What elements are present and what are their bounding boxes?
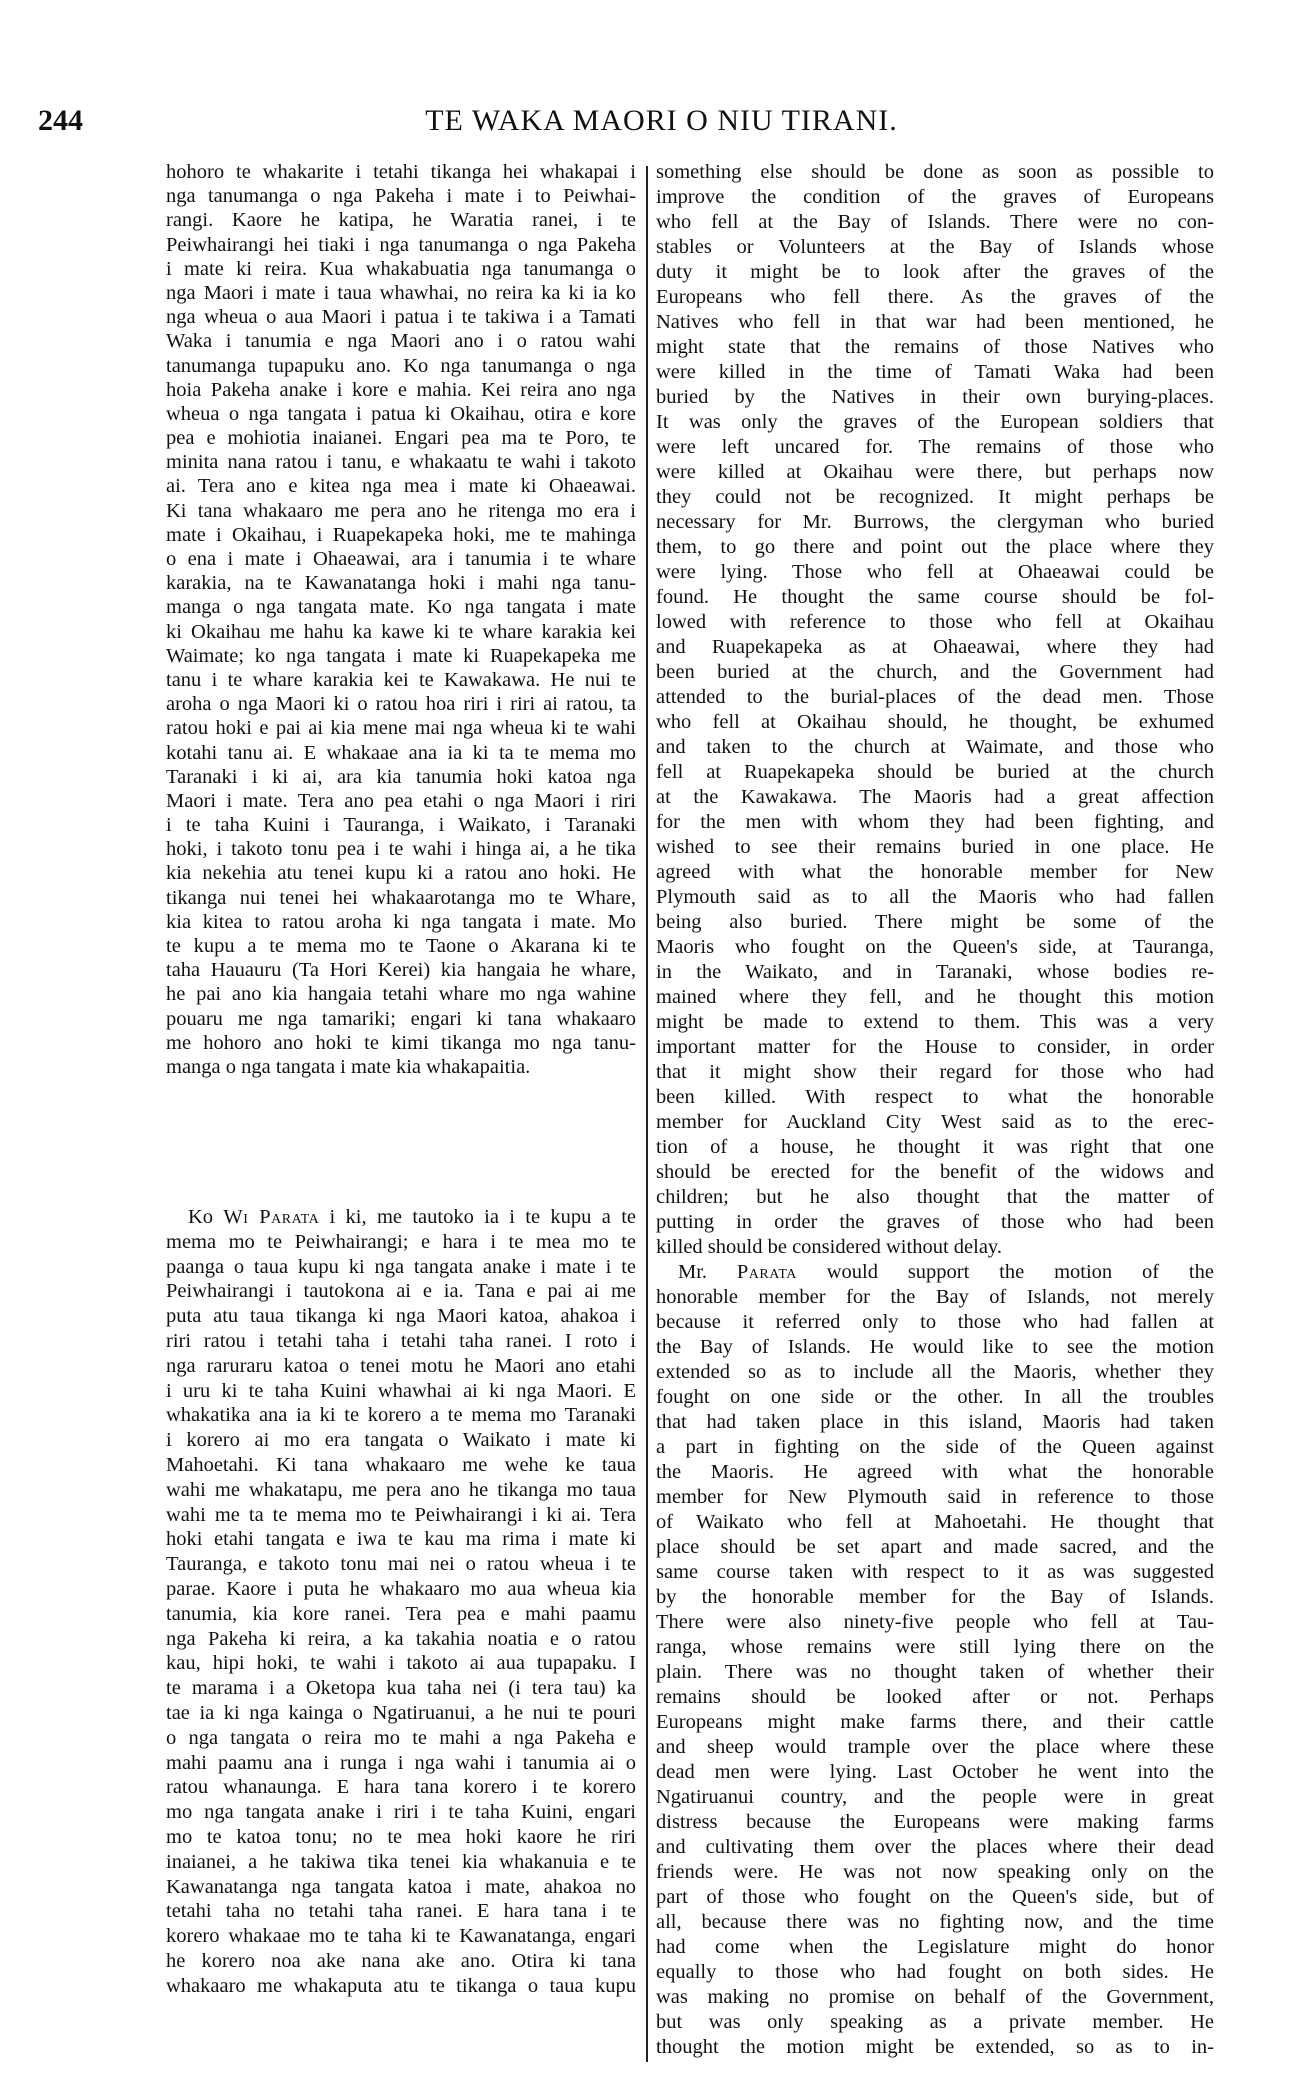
text-line: tanu i te whare karakia kei te Kawakawa. He nui te	[166, 668, 636, 691]
text-line: friends were. He was not now speaking only on the	[656, 1861, 1214, 1883]
text-line: Ki tana whakaaro me pera ano he ritenga mo era i	[166, 499, 636, 522]
text-line: something else should be done as soon as possible to	[656, 161, 1214, 183]
paragraph	[656, 160, 1214, 1260]
text-line: mained where they fell, and he thought this motion	[656, 986, 1214, 1008]
text-line: pouaru me nga tamariki; engari ki tana whakaaro	[166, 1007, 636, 1030]
text-line: putting in order the graves of those who had been	[656, 1211, 1214, 1233]
text-line: that it might show their regard for those who had	[656, 1061, 1214, 1083]
text-line: tanumanga tupapuku ano. Ko nga tanumanga o nga	[166, 354, 636, 377]
text-line: all, because there was no fighting now, and the time	[656, 1911, 1214, 1933]
text-line: Europeans who fell there. As the graves of the	[656, 286, 1214, 308]
text-line: were left uncared for. The remains of those who	[656, 436, 1214, 458]
text-line: by the honorable member for the Bay of Islands.	[656, 1586, 1214, 1608]
paragraph-lead: Mr.	[678, 1261, 737, 1283]
line-text: would support the motion of the	[796, 1261, 1214, 1283]
text-line: wished to see their remains buried in one place. He	[656, 836, 1214, 858]
text-line: nga Maori i mate i taua whawhai, no reira ka ki ia ko	[166, 281, 636, 304]
text-line: Maori i mate. Tera ano pea etahi o nga Maori i riri	[166, 789, 636, 812]
text-line: improve the condition of the graves of Europeans	[656, 186, 1214, 208]
text-line: who fell at the Bay of Islands. There were no con-	[656, 211, 1214, 233]
paragraph	[656, 1260, 1214, 2060]
text-line: Natives who fell in that war had been mentioned, he	[656, 311, 1214, 333]
text-line: for the men with whom they had been fighting, and	[656, 811, 1214, 833]
page-title: TE WAKA MAORI O NIU TIRANI.	[425, 104, 898, 137]
text-line	[656, 1260, 1214, 1285]
text-line: o ena i mate i Ohaeawai, ara i tanumia i te whare	[166, 548, 636, 570]
speaker-name: Wi Parata	[223, 1206, 320, 1228]
text-line: Plymouth said as to all the Maoris who had fallen	[656, 886, 1214, 908]
text-line: and Ruapekapeka as at Ohaeawai, where they had	[656, 636, 1214, 658]
text-line: were lying. Those who fell at Ohaeawai could be	[656, 561, 1214, 583]
text-line: Peiwhairangi hei tiaki i nga tanumanga o nga Pakeha	[166, 233, 636, 256]
text-line: part of those who fought on the Queen's side, but of	[656, 1886, 1214, 1908]
text-line: ki Okaihau me hahu ka kawe ki te whare karakia kei	[166, 620, 636, 643]
text-line: were killed in the time of Tamati Waka had been	[656, 361, 1214, 383]
text-line: been buried at the church, and the Government had	[656, 661, 1214, 683]
text-line: rangi. Kaore he katipa, he Waratia ranei, i te	[166, 209, 636, 232]
text-line: at the Kawakawa. The Maoris had a great affection	[656, 786, 1214, 808]
text-line: lowed with reference to those who fell at Okaihau	[656, 611, 1214, 633]
text-line: kau, hipi hoki, te wahi i takoto ai aua tupapaku. I	[166, 1652, 636, 1675]
text-line: nga tanumanga o nga Pakeha i mate i to Peiwhai-	[166, 185, 636, 208]
left-column-maori-text-part-1	[166, 160, 636, 1079]
text-line: nga wheua o aua Maori i patua i te takiwa i a Tamati	[166, 306, 636, 329]
text-line: manga o nga tangata mate. Ko nga tangata i mate	[166, 596, 636, 619]
text-line: and sheep would trample over the place where these	[656, 1736, 1214, 1758]
text-line: important matter for the House to consider, in order	[656, 1036, 1214, 1058]
line-text: i ki, me tautoko ia i te kupu a te	[319, 1206, 636, 1228]
text-line: ranga, whose remains were still lying there on the	[656, 1636, 1214, 1658]
text-line: buried by the Natives in their own burying-places.	[656, 386, 1214, 408]
text-line: minita nana ratou i tanu, e whakaatu te wahi i takoto	[166, 451, 636, 474]
text-line: whakatika ana ia ki te korero a te mema mo Taranaki	[166, 1404, 636, 1427]
text-line	[166, 1205, 636, 1230]
text-line: tion of a house, he thought it was right that one	[656, 1136, 1214, 1158]
text-line: Kawanatanga nga tangata katoa i mate, ahakoa no	[166, 1875, 636, 1898]
text-line: were killed at Okaihau were there, but perhaps now	[656, 461, 1214, 483]
text-line: in the Waikato, and in Taranaki, whose bodies re-	[656, 961, 1214, 983]
text-line: Ngatiruanui country, and the people were in great	[656, 1786, 1214, 1808]
text-line: tetahi taha no tetahi taha ranei. E hara tana i te	[166, 1900, 636, 1923]
text-line: It was only the graves of the European soldiers that	[656, 411, 1214, 433]
text-line: hohoro te whakarite i tetahi tikanga hei whakapai i	[166, 161, 636, 183]
text-line: the Bay of Islands. He would like to see the motion	[656, 1336, 1214, 1358]
text-line: nga raruraru katoa o tenei motu he Maori ano etahi	[166, 1354, 636, 1377]
text-line: equally to those who had fought on both sides. He	[656, 1961, 1214, 1983]
text-line: Peiwhairangi i tautokona ai e ia. Tana e pai ai me	[166, 1280, 636, 1303]
text-line: a part in fighting on the side of the Queen against	[656, 1436, 1214, 1458]
text-line: i te taha Kuini i Tauranga, i Waikato, i Taranaki	[166, 814, 636, 837]
text-line: mate i Okaihau, i Ruapekapeka hoki, me te mahinga	[166, 523, 636, 546]
text-line: i mate ki reira. Kua whakabuatia nga tanumanga o	[166, 257, 636, 280]
text-line: Mahoetahi. Ki tana whakaaro me wehe ke taua	[166, 1453, 636, 1476]
text-line: had come when the Legislature might do honor	[656, 1936, 1214, 1958]
text-line: member for New Plymouth said in reference to those	[656, 1486, 1214, 1508]
text-line: manga o nga tangata i mate kia whakapaitia.	[166, 1055, 531, 1078]
text-line: thought the motion might be extended, so as to in-	[656, 2036, 1214, 2058]
text-line: being also buried. There might be some of the	[656, 911, 1214, 933]
text-line: tae ia ki nga kainga o Ngatiruanui, a he nui te pouri	[166, 1701, 636, 1724]
text-line: mo te katoa tonu; no te mea hoki kaore he riri	[166, 1825, 636, 1848]
text-line: attended to the burial-places of the dead men. Those	[656, 686, 1214, 708]
text-line: fought on one side or the other. In all the troubles	[656, 1386, 1214, 1408]
column-divider	[646, 166, 648, 2062]
text-line: parae. Kaore i puta he whakaaro mo aua wheua kia	[166, 1577, 636, 1600]
text-line: wheua o nga tangata i patua ki Okaihau, otira e kore	[166, 402, 636, 425]
text-line: was making no promise on behalf of the Government,	[656, 1986, 1214, 2008]
text-line: kia kitea to ratou aroha ki nga tangata i mate. Mo	[166, 910, 636, 933]
text-line: mahi paamu ana i runga i nga wahi i tanumia ai o	[166, 1751, 636, 1774]
text-line: might be made to extend to them. This was a very	[656, 1011, 1214, 1033]
text-line: distress because the Europeans were making farms	[656, 1811, 1214, 1833]
text-line: who fell at Okaihau should, he thought, be exhumed	[656, 711, 1214, 733]
text-line: me hohoro ano hoki te kimi tikanga mo nga tanu-	[166, 1031, 636, 1054]
text-line: fell at Ruapekapeka should be buried at the church	[656, 761, 1214, 783]
text-line: member for Auckland City West said as to the erec-	[656, 1111, 1214, 1133]
text-line: he korero noa ake nana ake ano. Otira ki tana	[166, 1949, 636, 1972]
text-line: found. He thought the same course should be fol-	[656, 586, 1214, 608]
text-line: There were also ninety-five people who fell at Tau-	[656, 1611, 1214, 1633]
text-line: duty it might be to look after the graves of the	[656, 261, 1214, 283]
text-line: ai. Tera ano e kitea nga mea i mate ki Ohaeawai.	[166, 475, 636, 498]
page-number: 244	[38, 104, 83, 137]
text-line: korero whakaae mo te taha ki te Kawanatanga, engari	[166, 1925, 636, 1948]
text-line: that had taken place in this island, Maoris had taken	[656, 1411, 1214, 1433]
text-line: the Maoris. He agreed with what the honorable	[656, 1461, 1214, 1483]
text-line: Waimate; ko nga tangata i mate ki Ruapekapeka me	[166, 644, 636, 667]
text-line: stables or Volunteers at the Bay of Islands whose	[656, 236, 1214, 258]
paragraph-lead: Ko	[188, 1206, 224, 1228]
text-line: Europeans might make farms there, and their cattle	[656, 1711, 1214, 1733]
text-line: i korero ai mo era tangata o Waikato i mate ki	[166, 1429, 636, 1452]
text-line: of Waikato who fell at Mahoetahi. He thought that	[656, 1511, 1214, 1533]
right-column-english-text	[656, 160, 1214, 2060]
left-column-maori-text-part-2	[166, 1205, 636, 1999]
text-line: place should be set apart and made sacred, and the	[656, 1536, 1214, 1558]
paragraph	[166, 1205, 636, 1999]
text-line: dead men were lying. Last October he went into the	[656, 1761, 1214, 1783]
text-line: i uru ki te taha Kuini whawhai ai ki nga Maori. E	[166, 1379, 636, 1402]
text-line: Taranaki i ki ai, ara kia tanumia hoki katoa nga	[166, 765, 636, 788]
text-line: because it referred only to those who had fallen at	[656, 1311, 1214, 1333]
text-line: ratou hoki e pai ai kia mene mai nga wheua ki te wahi	[166, 717, 636, 740]
text-line: same course taken with respect to it as was suggested	[656, 1561, 1214, 1583]
text-line: them, to go there and point out the place where they	[656, 536, 1214, 558]
text-line: tikanga nui tenei hei whakaarotanga mo te Whare,	[166, 886, 636, 909]
text-line: necessary for Mr. Burrows, the clergyman who buried	[656, 511, 1214, 533]
speaker-name: Parata	[736, 1261, 797, 1283]
text-line: karakia, na te Kawanatanga hoki i mahi nga tanu-	[166, 572, 636, 595]
text-line: plain. There was no thought taken of whether their	[656, 1661, 1214, 1683]
text-line: wahi me ta te mema mo te Peiwhairangi i ki ai. Tera	[166, 1503, 636, 1526]
text-line: he pai ano kia hangaia tetahi whare mo nga wahine	[166, 983, 636, 1006]
text-line: honorable member for the Bay of Islands, not merely	[656, 1286, 1214, 1308]
text-line: Maoris who fought on the Queen's side, at Tauranga,	[656, 936, 1214, 958]
text-line: should be erected for the benefit of the widows and	[656, 1161, 1214, 1183]
text-line: and cultivating them over the places where their dead	[656, 1836, 1214, 1858]
text-line: kotahi tanu ai. E whakaae ana ia ki ta te mema mo	[166, 741, 636, 764]
text-line: remains should be looked after or not. Perhaps	[656, 1686, 1214, 1708]
text-line: agreed with what the honorable member for New	[656, 861, 1214, 883]
text-line: nga Pakeha ki reira, a ka takahia noatia e o ratou	[166, 1627, 636, 1650]
text-line: and taken to the church at Waimate, and those who	[656, 736, 1214, 758]
text-line: puta atu taua tikanga ki nga Maori katoa, ahakoa i	[166, 1305, 636, 1328]
paragraph	[166, 160, 636, 1079]
text-line: aroha o nga Maori ki o ratou hoa riri i riri ai ratou, ta	[166, 693, 636, 716]
text-line: te kupu a te mema mo te Taone o Akarana ki te	[166, 935, 636, 957]
text-line: taha Hauauru (Ta Hori Kerei) kia hangaia he whare,	[166, 959, 636, 982]
text-line: paanga o taua kupu ki nga tangata anake i mate i te	[166, 1255, 636, 1278]
text-line: extended so as to include all the Maoris, whether they	[656, 1361, 1214, 1383]
text-line: ratou whanaunga. E hara tana korero i te korero	[166, 1776, 636, 1799]
text-line: they could not be recognized. It might perhaps be	[656, 486, 1214, 508]
text-line: pea e mohiotia inaianei. Engari pea ma te Poro, te	[166, 427, 636, 450]
text-line: Tauranga, e takoto tonu mai nei o ratou wheua i te	[166, 1553, 636, 1576]
text-line: might state that the remains of those Natives who	[656, 336, 1214, 358]
text-line: mo nga tangata anake i riri i te taha Kuini, engari	[166, 1801, 636, 1824]
text-line: hoia Pakeha anake i kore e mahia. Kei reira ano nga	[166, 378, 636, 401]
text-line: te marama i a Oketopa kua taha nei (i tera tau) ka	[166, 1677, 636, 1700]
text-line: kia nekehia atu tenei kupu ki a ratou ano hoki. He	[166, 862, 636, 885]
text-line: children; but he also thought that the matter of	[656, 1186, 1214, 1208]
text-line: but was only speaking as a private member. He	[656, 2011, 1214, 2033]
text-line: Waka i tanumia e nga Maori ano i o ratou wahi	[166, 330, 636, 353]
text-line: mema mo te Peiwhairangi; e hara i te mea mo te	[166, 1230, 636, 1253]
text-line: inaianei, a he takiwa tika tenei kia whakanuia e te	[166, 1850, 636, 1873]
text-line: hoki, i takoto tonu pea i te wahi i hinga ai, a he tika	[166, 838, 636, 861]
text-line: killed should be considered without delay.	[656, 1236, 1002, 1258]
text-line: hoki etahi tangata e iwa te kau ma rima i mate ki	[166, 1528, 636, 1551]
text-line: whakaaro me whakaputa atu te tikanga o taua kupu	[166, 1974, 636, 1997]
text-line: o nga tangata o reira mo te mahi a nga Pakeha e	[166, 1726, 636, 1749]
text-line: tanumia, kia kore ranei. Tera pea e mahi paamu	[166, 1602, 636, 1625]
text-line: been killed. With respect to what the honorable	[656, 1086, 1214, 1108]
text-line: riri ratou i tetahi taha i tetahi taha ranei. I roto i	[166, 1329, 636, 1352]
text-line: wahi me whakatapu, me pera ano he tikanga mo taua	[166, 1478, 636, 1501]
